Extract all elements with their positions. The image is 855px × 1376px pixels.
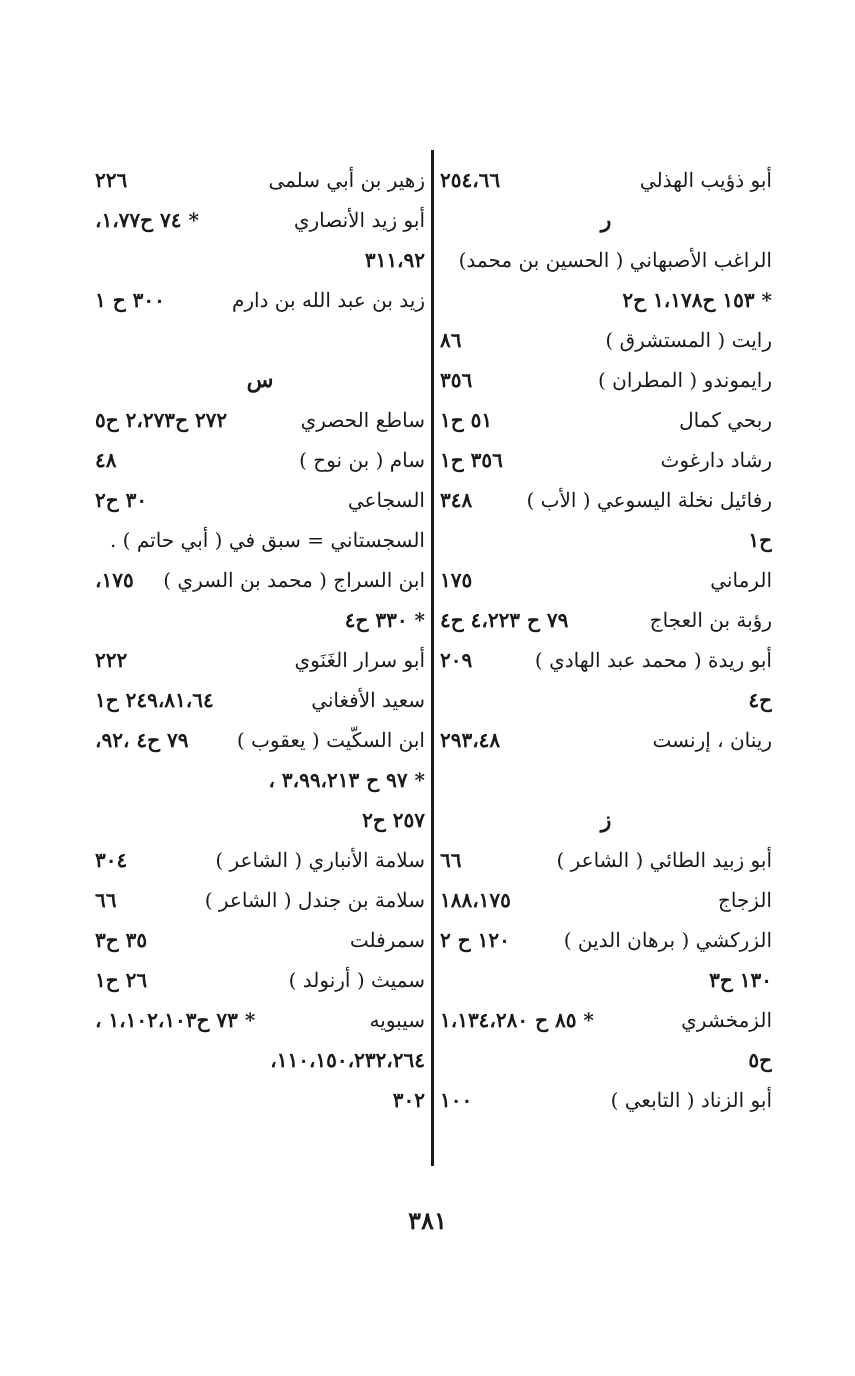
entry-page-refs: ٢٥٧ ح٢: [362, 808, 425, 832]
entry-page-refs: ١٧٥،: [95, 568, 134, 592]
entry-page-refs: ٣٥٦ ح١: [440, 448, 503, 472]
index-entry: [95, 960, 425, 1000]
index-entry: [440, 320, 772, 360]
entry-page-refs: ٣٠٤: [95, 848, 128, 872]
index-entry: [95, 720, 425, 760]
entry-name: الزجاج: [717, 888, 772, 912]
index-entry: [440, 1040, 772, 1080]
entry-name: رايموندو ( المطران ): [598, 368, 772, 392]
index-entry: [95, 800, 425, 840]
entry-name: ابن السراج ( محمد بن السري ): [163, 568, 425, 592]
index-entry: [95, 480, 425, 520]
entry-page-refs: * ٧٤ ح١،٧٧،: [95, 208, 199, 232]
entry-name: الزركشي ( برهان الدين ): [563, 928, 772, 952]
index-entry: [440, 280, 772, 320]
entry-page-refs: ٢٦ ح١: [95, 968, 148, 992]
index-entry: [440, 520, 772, 560]
index-entry: [440, 880, 772, 920]
index-entry: [95, 280, 425, 320]
index-entry: [440, 360, 772, 400]
entry-name: أبو زبيد الطائي ( الشاعر ): [556, 848, 772, 872]
entry-page-refs: * ٨٥ ح ١،١٣٤،٢٨٠: [440, 1008, 594, 1032]
index-entry: [95, 920, 425, 960]
entry-page-refs: ٤٨: [95, 448, 117, 472]
entry-name: سلامة بن جندل ( الشاعر ): [204, 888, 425, 912]
entry-page-refs: ١٠٠: [440, 1088, 473, 1112]
index-entry: [440, 480, 772, 520]
entry-name: ابن السكّيت ( يعقوب ): [236, 728, 425, 752]
entry-page-refs: ٢٥٤،٦٦: [440, 168, 501, 192]
index-entry: [95, 840, 425, 880]
index-entry: [440, 1000, 772, 1040]
index-entry: [440, 960, 772, 1000]
index-entry: [95, 560, 425, 600]
entry-page-refs: ١٣٠ ح٣: [709, 968, 772, 992]
index-entry: [440, 160, 772, 200]
index-entry: [440, 440, 772, 480]
entry-name: سمرفلت: [349, 928, 425, 952]
index-entry: [440, 920, 772, 960]
blank-row: [95, 320, 425, 360]
index-entry: [95, 160, 425, 200]
entry-name: ساطع الحصري: [300, 408, 425, 432]
entry-name: سعيد الأفغاني: [311, 688, 425, 712]
index-entry: [95, 1000, 425, 1040]
section-letter: س: [246, 367, 274, 393]
index-entry: [95, 520, 425, 560]
index-entry: [95, 600, 425, 640]
entry-page-refs: ٣٠٢: [392, 1088, 425, 1112]
entry-page-refs: ٢٢٦: [95, 168, 128, 192]
entry-page-refs: ٣٥٦: [440, 368, 473, 392]
entry-name: السجستاني = سبق في ( أبي حاتم ) .: [109, 528, 425, 552]
entry-page-refs: ٣١١،٩٢: [364, 248, 425, 272]
index-entry: [440, 240, 772, 280]
entry-name: رايت ( المستشرق ): [605, 328, 772, 352]
entry-page-refs: ٣٤٨: [440, 488, 473, 512]
entry-name: سلامة الأنباري ( الشاعر ): [215, 848, 425, 872]
entry-name: أبو سرار الغَنَوي: [294, 648, 425, 672]
entry-page-refs: ٢٠٩: [440, 648, 473, 672]
entry-page-refs: ٥١ ح١: [440, 408, 493, 432]
index-entry: [95, 680, 425, 720]
index-entry: [95, 760, 425, 800]
entry-page-refs: ٧٩ ح٤ ،٩٢،: [95, 728, 189, 752]
index-entry: [440, 840, 772, 880]
entry-name: أبو زيد الأنصاري: [293, 208, 425, 232]
index-entry: [95, 1040, 425, 1080]
entry-page-refs: * ٩٧ ح ٣،٩٩،٢١٣ ،: [268, 768, 425, 792]
section-letter: ر: [600, 207, 612, 233]
entry-page-refs: ١١٠،١٥٠،٢٣٢،٢٦٤،: [270, 1048, 425, 1072]
index-entry: [440, 680, 772, 720]
entry-page-refs: ١٧٥: [440, 568, 473, 592]
index-entry: [440, 640, 772, 680]
entry-name: سام ( بن نوح ): [299, 448, 425, 472]
entry-name: سميث ( أرنولد ): [288, 968, 425, 992]
column-divider: [431, 150, 434, 1166]
entry-name: زهير بن أبي سلمى: [268, 168, 425, 192]
index-entry: [95, 440, 425, 480]
entry-page-refs: ٦٦: [440, 848, 462, 872]
index-entry: [440, 720, 772, 760]
entry-name: رؤبة بن العجاج: [649, 608, 772, 632]
index-entry: [440, 400, 772, 440]
entry-page-refs: * ١٥٣ ح١،١٧٨ ح٢: [622, 288, 772, 312]
entry-page-refs: ١٢٠ ح ٢: [440, 928, 510, 952]
entry-name: رفائيل نخلة اليسوعي ( الأب ): [526, 488, 772, 512]
entry-name: الراغب الأصبهاني ( الحسين بن محمد): [458, 248, 772, 272]
entry-page-refs: ٢٧٢ ح٢،٢٧٣ ح٥: [95, 408, 228, 432]
entry-name: سيبويه: [369, 1008, 425, 1032]
index-column-left: [95, 160, 425, 1120]
section-letter: ز: [600, 807, 612, 833]
entry-page-refs: ٣٠ ح٢: [95, 488, 148, 512]
entry-page-refs: ٣٠٠ ح ١: [95, 288, 165, 312]
entry-name: رشاد دارغوث: [660, 448, 772, 472]
entry-page-refs: ح٤: [748, 688, 772, 712]
entry-name: الزمخشري: [681, 1008, 772, 1032]
blank-row: [440, 760, 772, 800]
entry-page-refs: ٢٩٣،٤٨: [440, 728, 501, 752]
entry-page-refs: * ٧٣ ح١،١٠٢،١٠٣ ،: [95, 1008, 256, 1032]
entry-name: أبو الزناد ( التابعي ): [610, 1088, 772, 1112]
index-entry: [95, 400, 425, 440]
entry-name: زيد بن عبد الله بن دارم: [231, 288, 425, 312]
entry-name: أبو ريدة ( محمد عبد الهادي ): [534, 648, 772, 672]
index-entry: [95, 1080, 425, 1120]
entry-page-refs: * ٣٣٠ ح٤: [344, 608, 425, 632]
index-entry: [95, 240, 425, 280]
entry-page-refs: ح٥: [748, 1048, 772, 1072]
entry-name: رينان ، إرنست: [652, 728, 772, 752]
index-entry: [440, 560, 772, 600]
entry-page-refs: ٢٤٩،٨١،٦٤ ح١: [95, 688, 214, 712]
entry-name: ربحي كمال: [679, 408, 772, 432]
page-number: ٣٨١: [408, 1206, 447, 1235]
index-entry: [440, 600, 772, 640]
index-entry: [440, 1080, 772, 1120]
entry-page-refs: ٣٥ ح٣: [95, 928, 148, 952]
entry-page-refs: ٢٢٢: [95, 648, 128, 672]
index-entry: [95, 200, 425, 240]
index-column-right: [440, 160, 772, 1120]
entry-page-refs: ٦٦: [95, 888, 117, 912]
entry-page-refs: ٧٩ ح ٤،٢٢٣ ح٤: [440, 608, 569, 632]
entry-name: أبو ذؤيب الهذلي: [639, 168, 772, 192]
entry-page-refs: ٨٦: [440, 328, 462, 352]
index-entry: [95, 880, 425, 920]
entry-name: السجاعي: [347, 488, 425, 512]
entry-page-refs: ١٨٨،١٧٥: [440, 888, 511, 912]
entry-page-refs: ح١: [748, 528, 772, 552]
entry-name: الرماني: [710, 568, 772, 592]
index-entry: [95, 640, 425, 680]
